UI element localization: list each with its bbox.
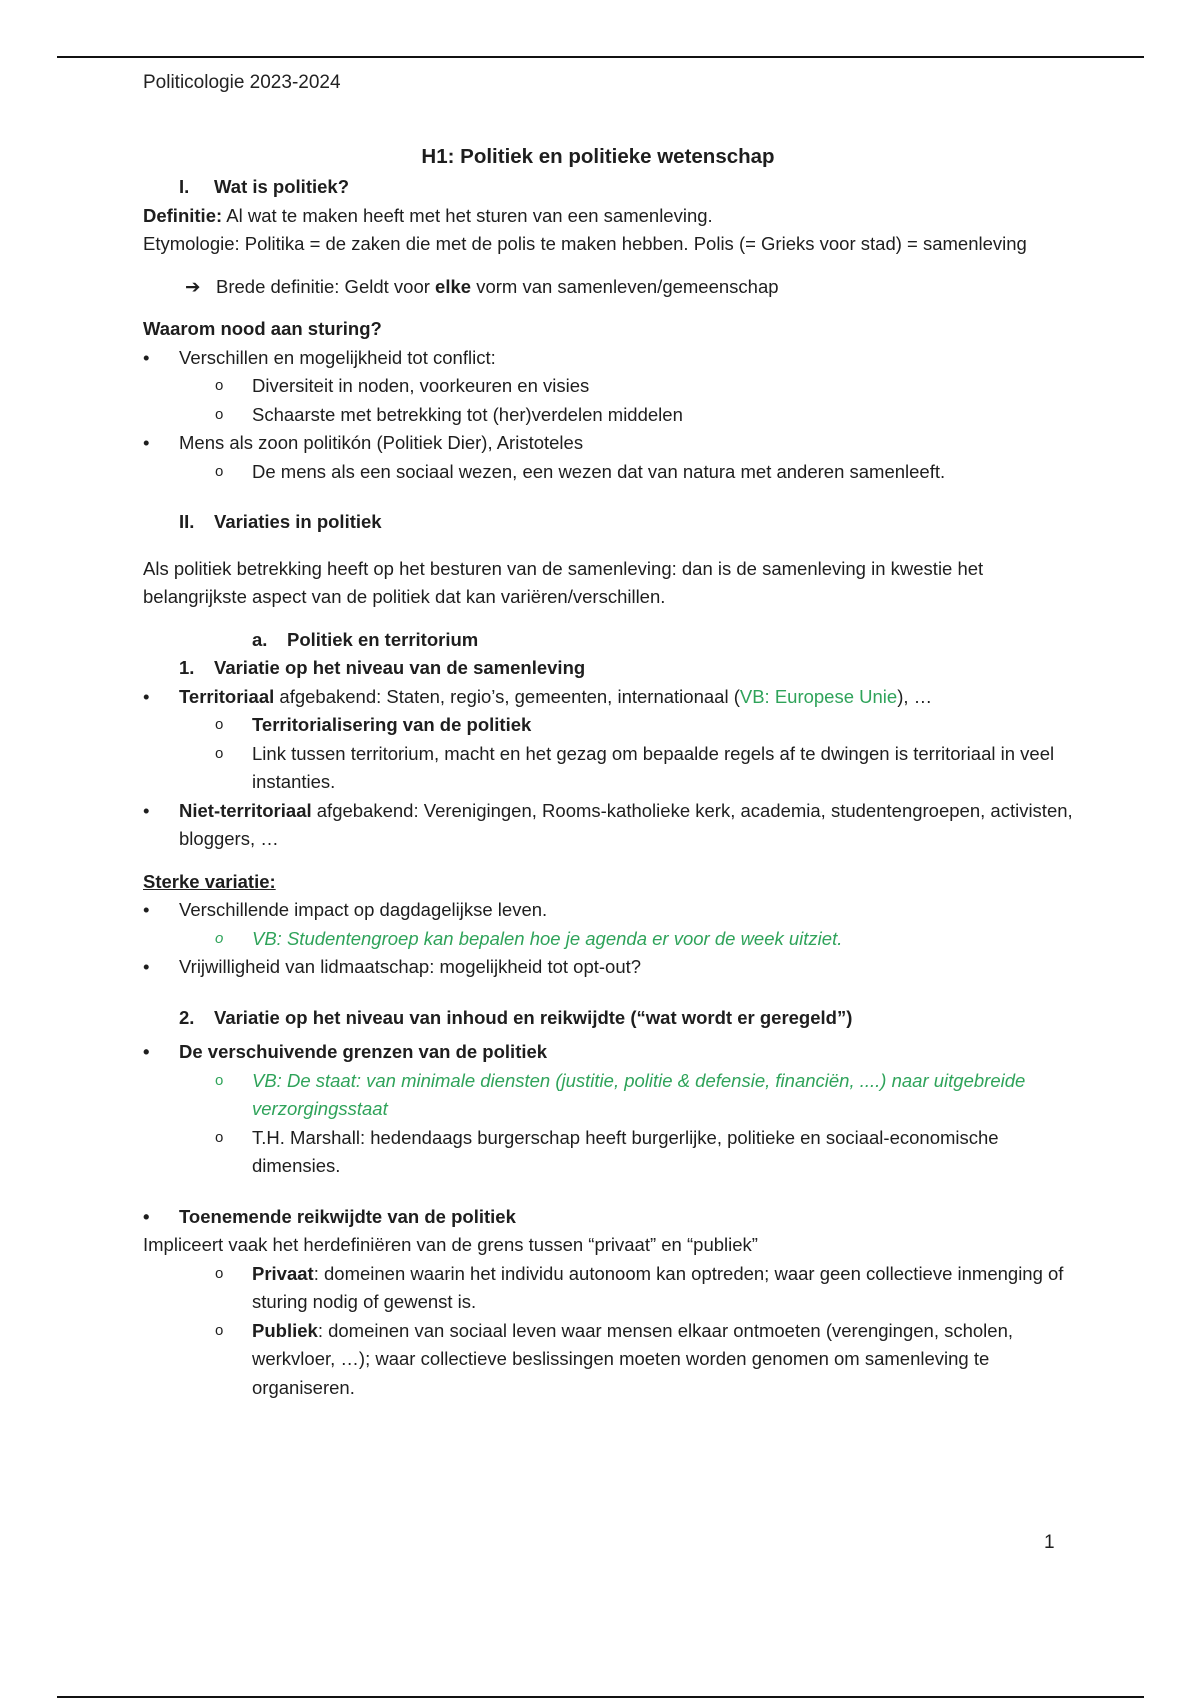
circle-bullet-icon: o (215, 716, 224, 733)
chapter-title: H1: Politiek en politieke wetenschap (421, 145, 775, 168)
section-heading-1 (143, 173, 1073, 202)
territorial-mid: afgebakend: (274, 685, 387, 707)
list-item (143, 953, 1073, 982)
list-item-text: Toenemende reikwijdte van de politiek (179, 1205, 516, 1227)
document-body (143, 143, 1073, 1402)
public-label: Publiek (252, 1319, 318, 1341)
section-heading-2 (143, 508, 1073, 537)
bottom-rule (57, 1696, 1144, 1698)
sub-list-item-text: Link tussen territorium, macht en het gezag om bepaalde regels af te dwingen is territoriaal in veel instanties. (252, 742, 1055, 792)
circle-bullet-icon: o (215, 405, 224, 423)
etymology-line: Etymologie: Politika = de zaken die met de polis te maken hebben. Polis (= Grieks voor stad) = samenleving (143, 233, 1027, 254)
section-2-intro: Als politiek betrekking heeft op het besturen van de samenleving: dan is de samenleving in kwestie het belangrijkste aspect van de politiek dat kan variëren/verschillen. (143, 557, 984, 607)
sub-list-item (143, 1067, 1073, 1124)
subsection-title-a: Politiek en territorium (287, 628, 479, 650)
page-number: 1 (1044, 1532, 1055, 1553)
circle-bullet-icon: o (215, 1321, 224, 1339)
list-item-text: De verschuivende grenzen van de politiek (179, 1041, 548, 1062)
scope-text: Impliceert vaak het herdefiniëren van de grens tussen “privaat” en “publiek” (143, 1234, 758, 1255)
non-territorial-mid: afgebakend: (311, 799, 424, 821)
subsection-heading-a (143, 626, 1073, 655)
territorial-end: ), … (897, 685, 933, 707)
circle-bullet-icon: o (215, 1128, 224, 1146)
circle-bullet-icon: o (215, 1264, 224, 1282)
definition-text: Al wat te maken heeft met het sturen van een samenleving. (222, 204, 713, 226)
bullet-icon: • (143, 685, 150, 707)
section-num-2: II. (179, 511, 195, 532)
list-item-text: Mens als zoon politikón (Politiek Dier), Aristoteles (179, 432, 584, 453)
sub-list-item (143, 1317, 1073, 1403)
list-item (143, 1203, 1073, 1232)
sub-list-item (143, 372, 1073, 401)
list-item-text: Verschillende impact op dagdagelijkse leven. (179, 899, 548, 920)
numbered-heading-title-1: Variatie op het niveau van de samenleving (214, 657, 586, 678)
numbered-heading-title-2: Variatie op het niveau van inhoud en reikwijdte (“wat wordt er geregeld”) (214, 1006, 853, 1028)
circle-bullet-icon: o (215, 462, 224, 480)
list-item (143, 1038, 1073, 1067)
question-heading: Waarom nood aan sturing? (143, 318, 382, 339)
list-item-text: Vrijwilligheid van lidmaatschap: mogelijkheid tot opt-out? (179, 956, 642, 977)
non-territorial-text: Verenigingen, Rooms-katholieke kerk, academia, studentengroepen, activisten, bloggers, … (179, 799, 1073, 849)
definition-label: Definitie: (143, 204, 223, 226)
bullet-icon: • (143, 799, 150, 821)
bullet-icon: • (143, 956, 150, 977)
bullet-icon: • (143, 346, 150, 368)
sub-list-item-text: T.H. Marshall: hedendaags burgerschap heeft burgerlijke, politieke en sociaal-economische dimensies. (252, 1126, 999, 1176)
list-item-text: Verschillen en mogelijkheid tot conflict: (179, 346, 496, 368)
territorial-text: Staten, regio’s, gemeenten, internationaal ( (386, 685, 740, 707)
circle-bullet-icon: o (215, 1071, 224, 1089)
top-rule (57, 56, 1144, 58)
sub-list-item (143, 740, 1073, 797)
sub-list-item (143, 401, 1073, 430)
list-item (143, 429, 1073, 458)
bullet-icon: • (143, 1041, 150, 1062)
example-text: VB: De staat: van minimale diensten (justitie, politie & defensie, financiën, ....) naar uitgebreide verzorgingsstaat (252, 1069, 1026, 1119)
list-item (143, 797, 1073, 854)
sub-list-item-text: Diversiteit in noden, voorkeuren en visies (252, 375, 590, 396)
bullet-icon: • (143, 1205, 150, 1227)
sub-list-item (143, 711, 1073, 740)
sub-list-item (143, 1124, 1073, 1181)
numbered-heading-1 (143, 654, 1073, 683)
bullet-icon: • (143, 432, 150, 453)
private-label: Privaat (252, 1262, 314, 1284)
numbered-heading-num-2: 2. (179, 1006, 195, 1028)
broad-definition-emphasis: elke (435, 275, 472, 297)
section-title-2: Variaties in politiek (214, 511, 382, 532)
sub-list-item (143, 925, 1073, 954)
section-num-1: I. (179, 176, 190, 197)
circle-bullet-icon: o (215, 929, 224, 947)
bullet-icon: • (143, 899, 150, 920)
territorial-label: Territoriaal (179, 685, 275, 707)
strong-variation-heading: Sterke variatie: (143, 870, 276, 892)
page-header: Politicologie 2023-2024 (143, 72, 341, 93)
sub-list-item (143, 1260, 1073, 1317)
sub-list-item-text: Territorialisering van de politiek (252, 714, 532, 735)
sub-list-item-text: Schaarste met betrekking tot (her)verdelen middelen (252, 403, 683, 425)
broad-definition-text-c: vorm van samenleven/gemeenschap (471, 275, 779, 297)
public-text: : domeinen van sociaal leven waar mensen elkaar ontmoeten (verengingen, scholen, werkvloer, …); waar collectieve beslissingen moeten worden genomen om samenleving te organiseren. (252, 1319, 1014, 1398)
numbered-heading-num-1: 1. (179, 657, 195, 678)
numbered-heading-2 (143, 1004, 1073, 1033)
circle-bullet-icon: o (215, 744, 224, 762)
sub-list-item-text: De mens als een sociaal wezen, een wezen dat van natura met anderen samenleeft. (252, 460, 946, 482)
broad-definition-line (143, 273, 1073, 302)
arrow-icon: ➔ (185, 275, 201, 297)
subsection-num-a: a. (252, 628, 268, 650)
list-item (143, 683, 1073, 712)
section-title-1: Wat is politiek? (214, 176, 349, 197)
list-item (143, 896, 1073, 925)
definition-line (143, 202, 1073, 231)
list-item (143, 344, 1073, 373)
private-text: : domeinen waarin het individu autonoom kan optreden; waar geen collectieve inmenging of sturing nodig of gewenst is. (252, 1262, 1064, 1312)
broad-definition-text-a: Brede definitie: Geldt voor (216, 275, 436, 297)
example-text: VB: Europese Unie (739, 685, 898, 707)
sub-list-item (143, 458, 1073, 487)
non-territorial-label: Niet-territoriaal (179, 799, 312, 821)
example-text: VB: Studentengroep kan bepalen hoe je agenda er voor de week uitziet. (252, 927, 843, 949)
circle-bullet-icon: o (215, 377, 224, 394)
